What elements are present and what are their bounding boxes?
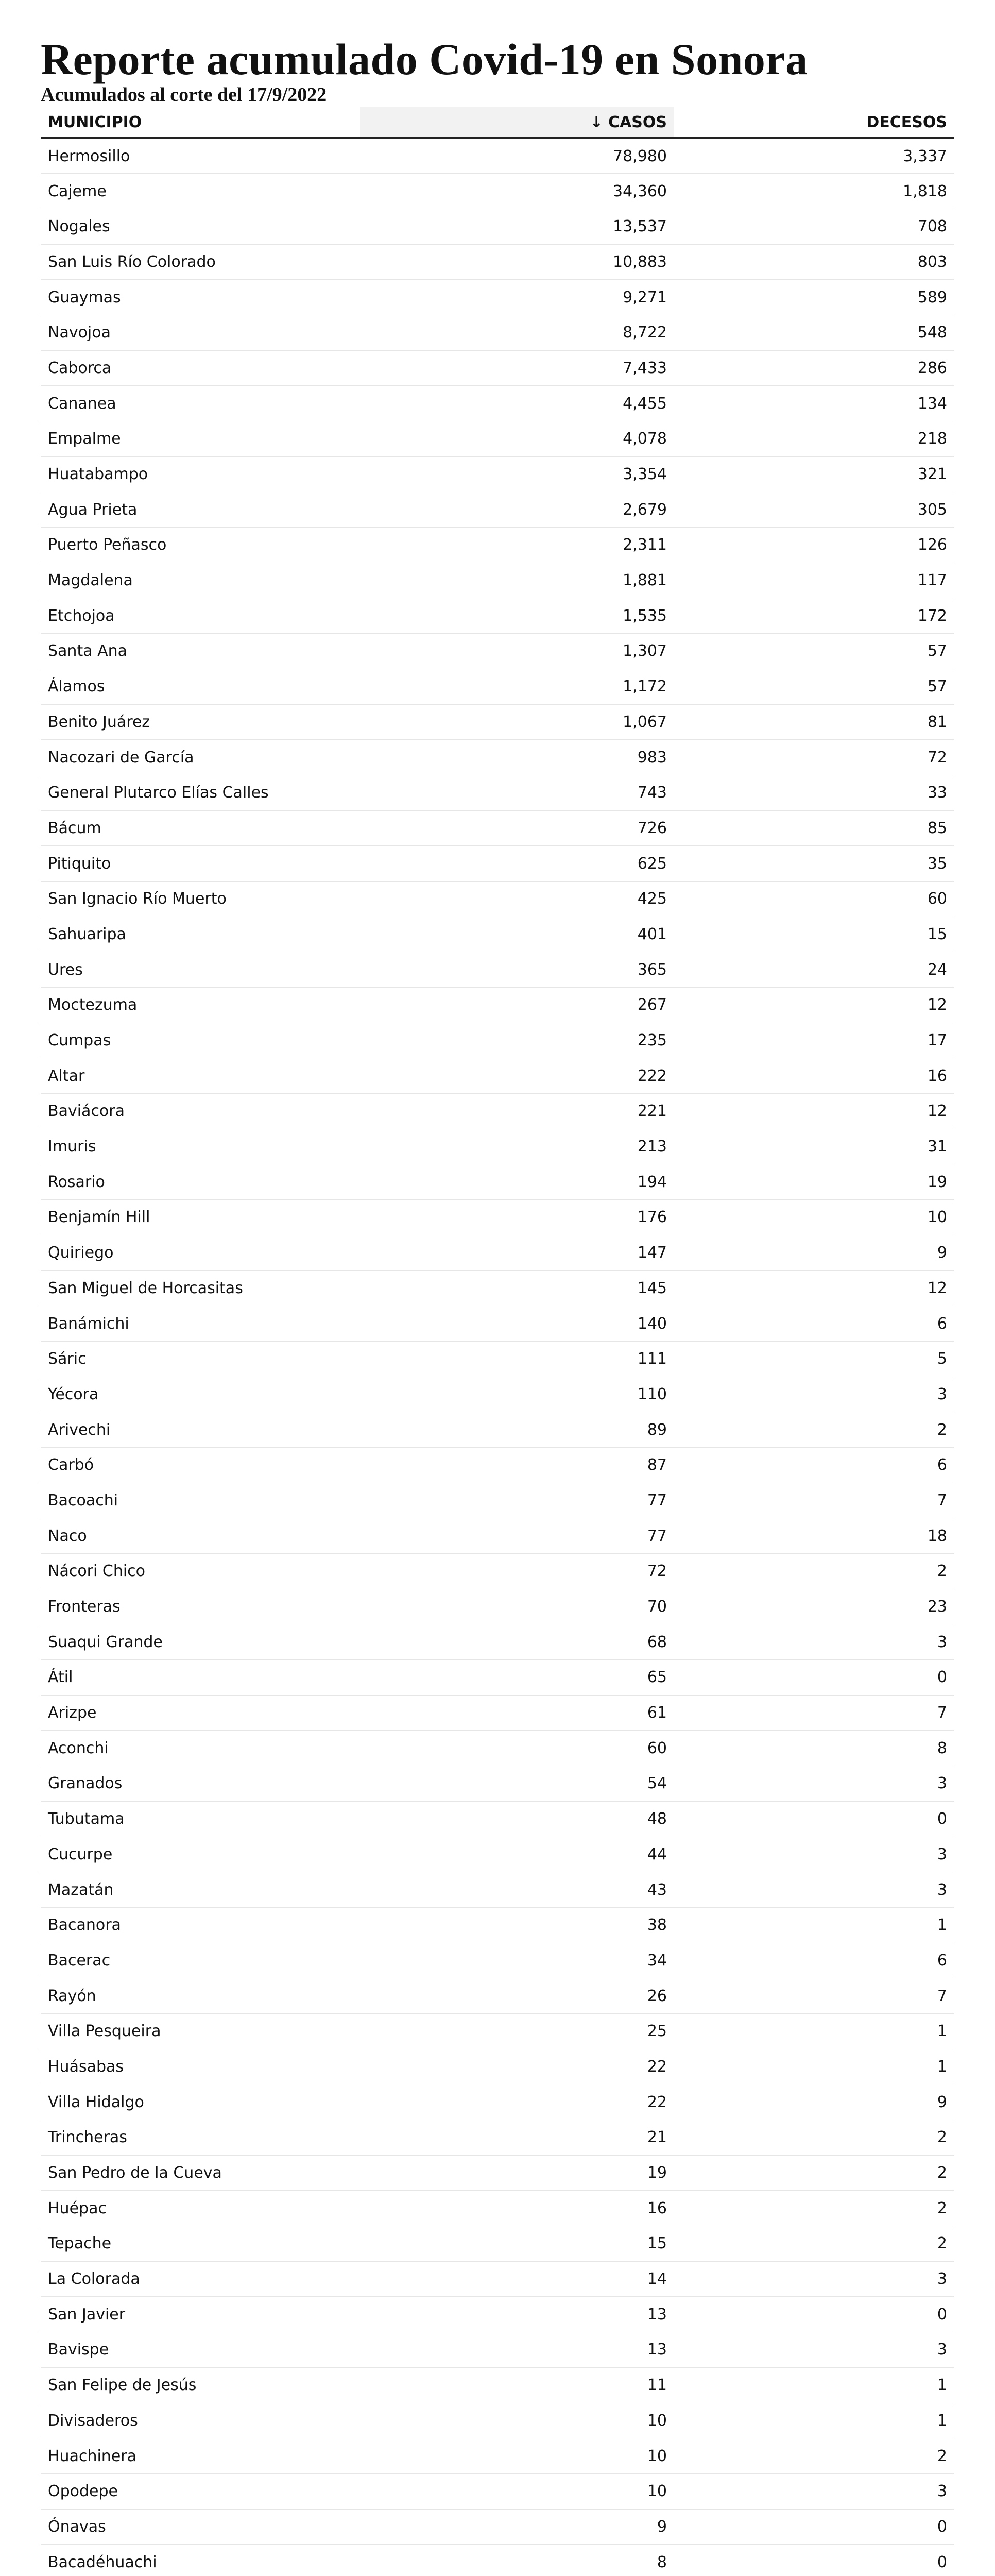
cell-municipio: Cumpas: [41, 1023, 360, 1058]
cell-casos: 77: [360, 1518, 674, 1554]
table-row: [41, 315, 954, 350]
cell-decesos: 2: [674, 2438, 954, 2474]
cell-municipio: Álamos: [41, 669, 360, 704]
cell-municipio: Nácori Chico: [41, 1554, 360, 1589]
cell-casos: 25: [360, 2013, 674, 2049]
cell-municipio: Pitiquito: [41, 846, 360, 882]
table-row: [41, 881, 954, 917]
cell-decesos: 3: [674, 2261, 954, 2297]
cell-municipio: Benjamín Hill: [41, 1200, 360, 1235]
cell-decesos: 57: [674, 634, 954, 669]
table-row: [41, 775, 954, 810]
cell-municipio: Banámichi: [41, 1306, 360, 1342]
table-row: [41, 2261, 954, 2297]
cell-municipio: San Luis Río Colorado: [41, 244, 360, 280]
cell-decesos: 548: [674, 315, 954, 350]
table-row: [41, 1907, 954, 1943]
cell-casos: 2,679: [360, 492, 674, 528]
cell-casos: 13: [360, 2332, 674, 2368]
table-row: [41, 917, 954, 952]
cell-casos: 10: [360, 2403, 674, 2438]
cell-casos: 77: [360, 1483, 674, 1518]
cell-casos: 38: [360, 1907, 674, 1943]
cell-decesos: 3: [674, 2473, 954, 2509]
cell-casos: 87: [360, 1447, 674, 1483]
cell-decesos: 33: [674, 775, 954, 810]
cell-casos: 3,354: [360, 456, 674, 492]
table-row: [41, 1766, 954, 1802]
cell-casos: 70: [360, 1589, 674, 1624]
cell-decesos: 3: [674, 1377, 954, 1412]
cell-municipio: Fronteras: [41, 1589, 360, 1624]
table-row: [41, 2332, 954, 2368]
cell-casos: 221: [360, 1094, 674, 1129]
cell-municipio: Etchojoa: [41, 598, 360, 634]
cell-casos: 726: [360, 810, 674, 846]
table-row: [41, 1306, 954, 1342]
table-row: [41, 1801, 954, 1837]
cell-decesos: 7: [674, 1695, 954, 1731]
cell-casos: 34: [360, 1943, 674, 1978]
table-row: [41, 1483, 954, 1518]
table-row: [41, 1200, 954, 1235]
table-row: [41, 386, 954, 421]
cell-municipio: Sáric: [41, 1341, 360, 1377]
cell-casos: 8,722: [360, 315, 674, 350]
cell-municipio: Átil: [41, 1660, 360, 1696]
table-row: [41, 2084, 954, 2120]
cell-casos: 19: [360, 2155, 674, 2191]
table-row: [41, 138, 954, 174]
cell-casos: 14: [360, 2261, 674, 2297]
cell-decesos: 8: [674, 1731, 954, 1766]
covid-table: [41, 107, 954, 2576]
table-row: [41, 2367, 954, 2403]
cell-municipio: Granados: [41, 1766, 360, 1802]
cell-casos: 68: [360, 1624, 674, 1660]
table-row: [41, 1412, 954, 1448]
cell-decesos: 172: [674, 598, 954, 634]
cell-municipio: Trincheras: [41, 2120, 360, 2156]
cell-casos: 194: [360, 1164, 674, 1200]
cell-municipio: Cucurpe: [41, 1837, 360, 1872]
cell-municipio: Benito Juárez: [41, 704, 360, 740]
cell-decesos: 2: [674, 1412, 954, 1448]
table-row: [41, 1058, 954, 1094]
cell-casos: 48: [360, 1801, 674, 1837]
cell-municipio: Villa Pesqueira: [41, 2013, 360, 2049]
cell-casos: 365: [360, 952, 674, 988]
table-row: [41, 2013, 954, 2049]
table-row: [41, 1660, 954, 1696]
cell-municipio: Mazatán: [41, 1872, 360, 1908]
cell-casos: 11: [360, 2367, 674, 2403]
cell-municipio: Puerto Peñasco: [41, 528, 360, 563]
cell-casos: 111: [360, 1341, 674, 1377]
cell-municipio: La Colorada: [41, 2261, 360, 2297]
cell-municipio: San Felipe de Jesús: [41, 2367, 360, 2403]
table-row: [41, 1554, 954, 1589]
table-row: [41, 174, 954, 209]
cell-decesos: 15: [674, 917, 954, 952]
cell-decesos: 708: [674, 209, 954, 244]
cell-municipio: General Plutarco Elías Calles: [41, 775, 360, 810]
cell-decesos: 321: [674, 456, 954, 492]
cell-municipio: Arivechi: [41, 1412, 360, 1448]
cell-decesos: 7: [674, 1483, 954, 1518]
cell-casos: 54: [360, 1766, 674, 1802]
cell-municipio: Naco: [41, 1518, 360, 1554]
cell-decesos: 5: [674, 1341, 954, 1377]
table-row: [41, 563, 954, 598]
cell-casos: 7,433: [360, 350, 674, 386]
cell-decesos: 3: [674, 1872, 954, 1908]
cell-casos: 110: [360, 1377, 674, 1412]
table-row: [41, 846, 954, 882]
cell-casos: 401: [360, 917, 674, 952]
table-body: [41, 138, 954, 2576]
cell-casos: 9,271: [360, 280, 674, 315]
cell-casos: 22: [360, 2049, 674, 2084]
cell-municipio: Opodepe: [41, 2473, 360, 2509]
table-row: [41, 2403, 954, 2438]
cell-decesos: 117: [674, 563, 954, 598]
table-row: [41, 2049, 954, 2084]
table-row: [41, 704, 954, 740]
cell-casos: 140: [360, 1306, 674, 1342]
cell-decesos: 24: [674, 952, 954, 988]
cell-municipio: Agua Prieta: [41, 492, 360, 528]
table-row: [41, 598, 954, 634]
cell-decesos: 1: [674, 2403, 954, 2438]
cell-decesos: 3: [674, 1837, 954, 1872]
cell-casos: 16: [360, 2191, 674, 2226]
cell-decesos: 1: [674, 2367, 954, 2403]
cell-municipio: San Miguel de Horcasitas: [41, 1270, 360, 1306]
cell-municipio: Huatabampo: [41, 456, 360, 492]
cell-decesos: 18: [674, 1518, 954, 1554]
cell-municipio: Aconchi: [41, 1731, 360, 1766]
cell-casos: 2,311: [360, 528, 674, 563]
table-row: [41, 1341, 954, 1377]
table-row: [41, 2155, 954, 2191]
cell-municipio: Villa Hidalgo: [41, 2084, 360, 2120]
cell-municipio: Imuris: [41, 1129, 360, 1164]
cell-municipio: Santa Ana: [41, 634, 360, 669]
cell-casos: 10: [360, 2473, 674, 2509]
cell-decesos: 16: [674, 1058, 954, 1094]
cell-decesos: 17: [674, 1023, 954, 1058]
cell-casos: 9: [360, 2509, 674, 2545]
cell-municipio: Quiriego: [41, 1235, 360, 1270]
cell-municipio: Caborca: [41, 350, 360, 386]
cell-municipio: Huásabas: [41, 2049, 360, 2084]
table-row: [41, 669, 954, 704]
cell-casos: 222: [360, 1058, 674, 1094]
cell-municipio: Sahuaripa: [41, 917, 360, 952]
cell-municipio: Nogales: [41, 209, 360, 244]
cell-decesos: 0: [674, 2297, 954, 2332]
cell-casos: 78,980: [360, 138, 674, 174]
table-row: [41, 1589, 954, 1624]
cell-casos: 26: [360, 1978, 674, 2014]
cell-decesos: 12: [674, 1094, 954, 1129]
cell-casos: 267: [360, 988, 674, 1023]
cell-decesos: 23: [674, 1589, 954, 1624]
cell-municipio: Cajeme: [41, 174, 360, 209]
table-row: [41, 2438, 954, 2474]
cell-municipio: Yécora: [41, 1377, 360, 1412]
table-row: [41, 1377, 954, 1412]
cell-municipio: San Ignacio Río Muerto: [41, 881, 360, 917]
cell-casos: 213: [360, 1129, 674, 1164]
table-row: [41, 634, 954, 669]
cell-casos: 43: [360, 1872, 674, 1908]
cell-casos: 61: [360, 1695, 674, 1731]
page-title: Reporte acumulado Covid-19 en Sonora: [41, 35, 808, 84]
table-row: [41, 952, 954, 988]
cell-decesos: 7: [674, 1978, 954, 2014]
cell-decesos: 0: [674, 1660, 954, 1696]
cell-casos: 1,172: [360, 669, 674, 704]
cell-decesos: 305: [674, 492, 954, 528]
cell-casos: 743: [360, 775, 674, 810]
cell-casos: 235: [360, 1023, 674, 1058]
table-row: [41, 528, 954, 563]
table-row: [41, 421, 954, 457]
page-subtitle: Acumulados al corte del 17/9/2022: [41, 84, 327, 106]
cell-casos: 1,307: [360, 634, 674, 669]
cell-decesos: 2: [674, 1554, 954, 1589]
cell-casos: 1,067: [360, 704, 674, 740]
table-row: [41, 1624, 954, 1660]
cell-municipio: Baviácora: [41, 1094, 360, 1129]
cell-casos: 1,535: [360, 598, 674, 634]
cell-municipio: San Pedro de la Cueva: [41, 2155, 360, 2191]
cell-municipio: Ónavas: [41, 2509, 360, 2545]
cell-decesos: 2: [674, 2155, 954, 2191]
cell-casos: 34,360: [360, 174, 674, 209]
table-row: [41, 740, 954, 775]
table-row: [41, 2509, 954, 2545]
cell-decesos: 12: [674, 1270, 954, 1306]
cell-casos: 625: [360, 846, 674, 882]
cell-casos: 10,883: [360, 244, 674, 280]
cell-municipio: Magdalena: [41, 563, 360, 598]
cell-casos: 65: [360, 1660, 674, 1696]
cell-decesos: 589: [674, 280, 954, 315]
cell-municipio: Empalme: [41, 421, 360, 457]
cell-decesos: 72: [674, 740, 954, 775]
table-row: [41, 2297, 954, 2332]
table-row: [41, 1695, 954, 1731]
cell-decesos: 0: [674, 2509, 954, 2545]
cell-casos: 1,881: [360, 563, 674, 598]
cell-decesos: 3: [674, 1624, 954, 1660]
cell-casos: 176: [360, 1200, 674, 1235]
table-row: [41, 810, 954, 846]
cell-casos: 89: [360, 1412, 674, 1448]
cell-decesos: 218: [674, 421, 954, 457]
cell-municipio: Bacadéhuachi: [41, 2545, 360, 2576]
cell-decesos: 1: [674, 1907, 954, 1943]
cell-municipio: Tepache: [41, 2226, 360, 2262]
table-row: [41, 1447, 954, 1483]
cell-decesos: 3: [674, 1766, 954, 1802]
cell-casos: 13,537: [360, 209, 674, 244]
table-row: [41, 1872, 954, 1908]
cell-decesos: 6: [674, 1306, 954, 1342]
column-header-decesos[interactable]: DECESOS: [674, 107, 954, 138]
cell-decesos: 1: [674, 2049, 954, 2084]
cell-municipio: Cananea: [41, 386, 360, 421]
cell-casos: 10: [360, 2438, 674, 2474]
cell-decesos: 19: [674, 1164, 954, 1200]
cell-municipio: Hermosillo: [41, 138, 360, 174]
table-row: [41, 456, 954, 492]
cell-casos: 4,455: [360, 386, 674, 421]
table-row: [41, 1270, 954, 1306]
table-row: [41, 2191, 954, 2226]
cell-casos: 21: [360, 2120, 674, 2156]
cell-casos: 147: [360, 1235, 674, 1270]
cell-decesos: 1: [674, 2013, 954, 2049]
cell-municipio: San Javier: [41, 2297, 360, 2332]
cell-decesos: 9: [674, 2084, 954, 2120]
cell-municipio: Navojoa: [41, 315, 360, 350]
cell-municipio: Moctezuma: [41, 988, 360, 1023]
table-row: [41, 280, 954, 315]
cell-municipio: Tubutama: [41, 1801, 360, 1837]
cell-casos: 145: [360, 1270, 674, 1306]
table-row: [41, 2473, 954, 2509]
cell-decesos: 1,818: [674, 174, 954, 209]
cell-municipio: Bacanora: [41, 1907, 360, 1943]
cell-decesos: 9: [674, 1235, 954, 1270]
cell-casos: 8: [360, 2545, 674, 2576]
cell-decesos: 35: [674, 846, 954, 882]
cell-decesos: 2: [674, 2226, 954, 2262]
cell-decesos: 10: [674, 1200, 954, 1235]
table-row: [41, 1023, 954, 1058]
cell-municipio: Huépac: [41, 2191, 360, 2226]
table-row: [41, 2120, 954, 2156]
table-row: [41, 1943, 954, 1978]
cell-decesos: 2: [674, 2191, 954, 2226]
cell-municipio: Huachinera: [41, 2438, 360, 2474]
cell-casos: 425: [360, 881, 674, 917]
cell-municipio: Bacerac: [41, 1943, 360, 1978]
cell-casos: 13: [360, 2297, 674, 2332]
cell-decesos: 286: [674, 350, 954, 386]
table-row: [41, 1731, 954, 1766]
cell-decesos: 126: [674, 528, 954, 563]
cell-decesos: 3: [674, 2332, 954, 2368]
cell-decesos: 2: [674, 2120, 954, 2156]
cell-municipio: Nacozari de García: [41, 740, 360, 775]
cell-casos: 60: [360, 1731, 674, 1766]
cell-municipio: Bacoachi: [41, 1483, 360, 1518]
cell-municipio: Ures: [41, 952, 360, 988]
table-row: [41, 1235, 954, 1270]
cell-decesos: 81: [674, 704, 954, 740]
cell-decesos: 3,337: [674, 138, 954, 174]
cell-decesos: 803: [674, 244, 954, 280]
cell-municipio: Altar: [41, 1058, 360, 1094]
table-row: [41, 244, 954, 280]
table-row: [41, 988, 954, 1023]
cell-decesos: 12: [674, 988, 954, 1023]
column-header-municipio[interactable]: MUNICIPIO: [41, 107, 360, 138]
table-row: [41, 2226, 954, 2262]
table-row: [41, 209, 954, 244]
cell-casos: 4,078: [360, 421, 674, 457]
table-row: [41, 492, 954, 528]
table-row: [41, 1164, 954, 1200]
table-row: [41, 350, 954, 386]
table-row: [41, 1518, 954, 1554]
cell-decesos: 0: [674, 2545, 954, 2576]
column-header-casos-sorted[interactable]: ↓ CASOS: [360, 107, 674, 138]
table-row: [41, 2545, 954, 2576]
table-row: [41, 1094, 954, 1129]
cell-casos: 15: [360, 2226, 674, 2262]
table-row: [41, 1837, 954, 1872]
cell-decesos: 0: [674, 1801, 954, 1837]
cell-casos: 983: [360, 740, 674, 775]
cell-casos: 44: [360, 1837, 674, 1872]
cell-decesos: 6: [674, 1447, 954, 1483]
cell-casos: 22: [360, 2084, 674, 2120]
cell-municipio: Guaymas: [41, 280, 360, 315]
cell-decesos: 57: [674, 669, 954, 704]
table-row: [41, 1129, 954, 1164]
cell-municipio: Divisaderos: [41, 2403, 360, 2438]
cell-municipio: Rayón: [41, 1978, 360, 2014]
cell-municipio: Bavispe: [41, 2332, 360, 2368]
cell-casos: 72: [360, 1554, 674, 1589]
table-row: [41, 1978, 954, 2014]
table-header-row: [41, 107, 954, 138]
cell-decesos: 134: [674, 386, 954, 421]
cell-decesos: 85: [674, 810, 954, 846]
cell-decesos: 6: [674, 1943, 954, 1978]
cell-decesos: 31: [674, 1129, 954, 1164]
cell-decesos: 60: [674, 881, 954, 917]
cell-municipio: Suaqui Grande: [41, 1624, 360, 1660]
cell-municipio: Rosario: [41, 1164, 360, 1200]
cell-municipio: Bácum: [41, 810, 360, 846]
cell-municipio: Carbó: [41, 1447, 360, 1483]
cell-municipio: Arizpe: [41, 1695, 360, 1731]
